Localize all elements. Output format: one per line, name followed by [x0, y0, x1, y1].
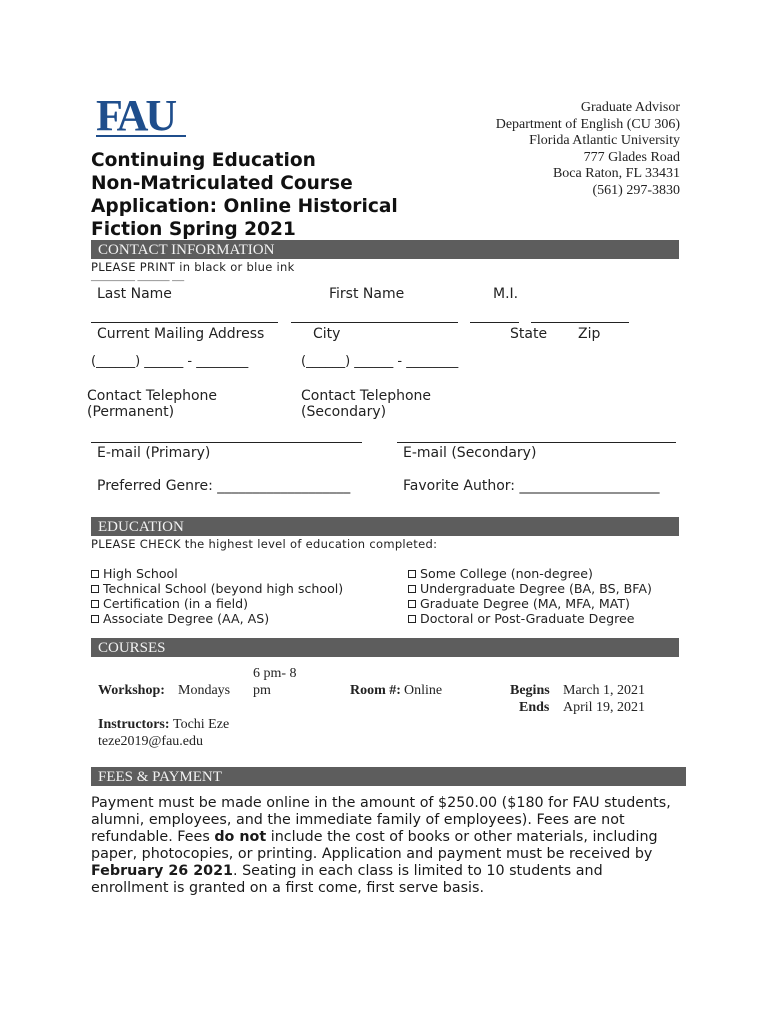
checkbox-option[interactable]: [91, 581, 343, 596]
address-line-field[interactable]: [91, 322, 278, 323]
fees-section-header: FEES & PAYMENT: [91, 767, 686, 786]
fau-logo: [96, 92, 190, 140]
option-label: Doctoral or Post-Graduate Degree: [420, 611, 635, 626]
mailing-address-label: Current Mailing Address: [97, 326, 265, 342]
checkbox-icon[interactable]: [408, 585, 416, 593]
zip-line-field[interactable]: [531, 322, 629, 323]
checkbox-option[interactable]: [91, 596, 343, 611]
address-line: 777 Glades Road: [583, 149, 680, 165]
checkbox-option[interactable]: [91, 611, 343, 626]
begins-label: Begins: [510, 683, 550, 698]
deadline-date: February 26 2021: [91, 863, 234, 879]
workshop-label: Workshop:: [98, 683, 165, 698]
instructor-email: teze2019@fau.edu: [98, 734, 204, 749]
address-line: Boca Raton, FL 33431: [552, 166, 680, 181]
title-line: Continuing Education: [91, 150, 316, 171]
advisor-address: [496, 100, 680, 199]
checkbox-icon[interactable]: [91, 600, 99, 608]
checkbox-option[interactable]: [408, 581, 652, 596]
option-label: High School: [103, 566, 178, 581]
workshop-time-line2: pm: [253, 683, 271, 698]
page-title: [91, 149, 421, 241]
room-value: Online: [404, 683, 443, 698]
workshop-time-line1: 6 pm- 8: [253, 666, 297, 681]
courses-section-header: COURSES: [91, 638, 679, 657]
address-line: Department of English (CU 306): [495, 116, 680, 132]
emphasis-text: do not: [214, 829, 267, 845]
instructors-label: Instructors:: [98, 717, 170, 732]
education-instruction: PLEASE CHECK the highest level of education completed:: [91, 537, 438, 551]
checkbox-option[interactable]: [408, 566, 652, 581]
logo-text: FAU: [96, 92, 175, 140]
education-options-left: [91, 566, 343, 626]
phone-permanent-field[interactable]: (______) ______ - ________: [91, 354, 249, 369]
phone-permanent-label: Contact Telephone: [87, 388, 218, 404]
room-label: Room #:: [350, 683, 401, 698]
instructor-name: Tochi Eze: [173, 717, 230, 732]
begins-value: March 1, 2021: [563, 683, 646, 698]
education-options-right: [408, 566, 652, 626]
address-line: Graduate Advisor: [580, 100, 680, 115]
phone-permanent-sublabel: (Permanent): [87, 404, 175, 420]
title-line: Non-Matriculated Course: [91, 173, 353, 194]
checkbox-option[interactable]: [91, 566, 343, 581]
option-label: Undergraduate Degree (BA, BS, BFA): [420, 581, 652, 596]
ends-label: Ends: [519, 700, 550, 715]
contact-section-header: CONTACT INFORMATION: [91, 240, 679, 259]
favorite-author-field[interactable]: Favorite Author: ____________________: [403, 478, 660, 494]
city-label: City: [313, 326, 341, 342]
city-line-field[interactable]: [291, 322, 458, 323]
checkbox-option[interactable]: [408, 611, 652, 626]
option-label: Technical School (beyond high school): [103, 581, 344, 596]
phone-secondary-field[interactable]: (______) ______ - ________: [301, 354, 459, 369]
option-label: Some College (non-degree): [420, 566, 593, 581]
preferred-genre-field[interactable]: Preferred Genre: ___________________: [97, 478, 351, 494]
checkbox-icon[interactable]: [408, 615, 416, 623]
address-line: Florida Atlantic University: [529, 133, 680, 148]
dash-line: ___________ ________ ___: [91, 272, 185, 281]
last-name-label: Last Name: [97, 286, 172, 302]
mi-label: M.I.: [493, 286, 519, 302]
checkbox-icon[interactable]: [91, 615, 99, 623]
option-label: Graduate Degree (MA, MFA, MAT): [420, 596, 630, 611]
education-section-header: EDUCATION: [91, 517, 679, 536]
state-label: State: [510, 326, 548, 342]
email-secondary-label: E-mail (Secondary): [403, 445, 537, 461]
checkbox-icon[interactable]: [91, 570, 99, 578]
option-label: Associate Degree (AA, AS): [103, 611, 270, 626]
option-label: Certification (in a field): [103, 596, 249, 611]
phone-secondary-label: Contact Telephone: [301, 388, 432, 404]
state-line-field[interactable]: [470, 322, 519, 323]
email-secondary-line[interactable]: [397, 442, 676, 443]
title-line: Fiction Spring 2021: [91, 219, 296, 240]
email-primary-label: E-mail (Primary): [97, 445, 211, 461]
checkbox-icon[interactable]: [91, 585, 99, 593]
phone-secondary-sublabel: (Secondary): [301, 404, 387, 420]
ends-value: April 19, 2021: [563, 700, 646, 715]
checkbox-icon[interactable]: [408, 600, 416, 608]
first-name-label: First Name: [329, 286, 405, 302]
address-line: (561) 297-3830: [592, 182, 680, 198]
checkbox-option[interactable]: [408, 596, 652, 611]
email-primary-line[interactable]: [91, 442, 362, 443]
fees-paragraph: Payment must be made online in the amount of $250.00 ($180 for FAU students, alumni, employees, and the immediate family of employees). Fees are not refundable. Fees do not include the cost of books or other materials, including paper, photocopies, or printing. Application and payment must be received by February 26 2021. Seating in each class is limited to 10 students and enrollment is granted on a first come, first serve basis.: [91, 795, 671, 896]
contact-instruction: PLEASE PRINT in black or blue ink: [91, 260, 295, 274]
workshop-day: Mondays: [178, 683, 231, 698]
title-line: Application: Online Historical: [91, 196, 398, 217]
checkbox-icon[interactable]: [408, 570, 416, 578]
zip-label: Zip: [578, 326, 601, 342]
